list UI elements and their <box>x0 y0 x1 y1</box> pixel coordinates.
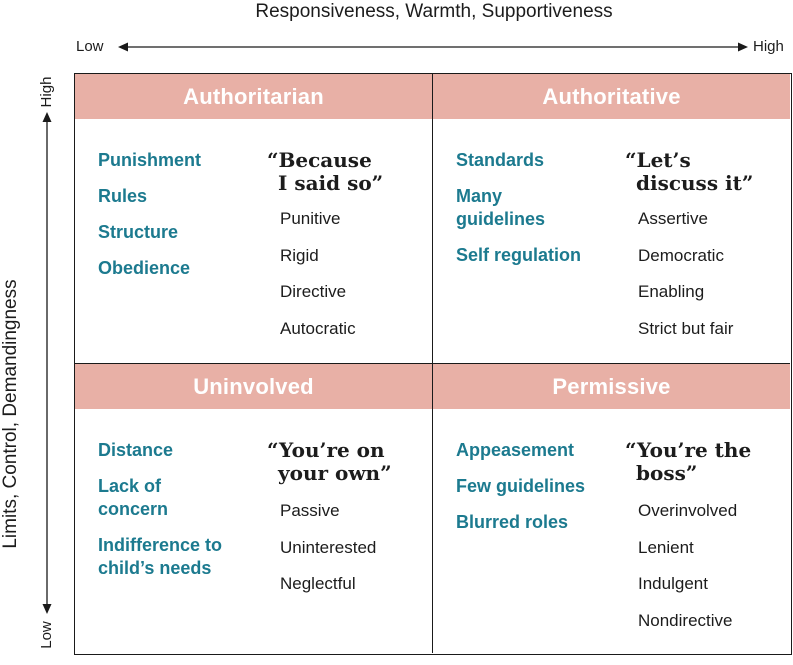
quote-line: “You’re the <box>625 438 752 462</box>
traits-list <box>280 500 430 610</box>
quote <box>267 439 427 485</box>
traits-list <box>638 208 788 354</box>
quote-line: your own” <box>278 461 392 485</box>
quote <box>625 439 785 485</box>
trait: Nondirective <box>638 610 733 630</box>
trait: Assertive <box>638 209 708 228</box>
key-term: Structure <box>98 222 179 242</box>
key-terms-list <box>456 439 626 547</box>
x-axis-low-label: Low <box>76 38 104 55</box>
trait: Autocratic <box>280 318 356 338</box>
trait: Rigid <box>280 245 319 265</box>
x-axis-arrow <box>118 38 748 56</box>
y-axis-high-label: High <box>38 76 55 108</box>
trait: Democratic <box>638 245 724 265</box>
key-terms-list <box>456 149 581 280</box>
key-term: Self regulation <box>456 245 582 265</box>
y-axis-low-label: Low <box>38 621 55 649</box>
quadrant-authoritative <box>433 74 790 364</box>
trait: Neglectful <box>280 574 356 593</box>
quadrant-title: Uninvolved <box>75 364 432 409</box>
key-term: Rules <box>98 186 148 206</box>
quadrant-authoritarian <box>75 74 433 364</box>
key-term: Many guidelines <box>456 186 546 229</box>
trait: Uninterested <box>280 537 377 557</box>
key-term: Few guidelines <box>456 476 586 496</box>
quadrant-title: Authoritarian <box>75 74 432 119</box>
key-terms-list <box>98 149 258 293</box>
trait: Lenient <box>638 537 694 557</box>
key-terms-list <box>98 439 253 593</box>
quote-line: “Because <box>267 148 372 172</box>
quote <box>625 149 785 195</box>
x-axis-high-label: High <box>753 38 784 55</box>
trait: Indulgent <box>638 574 708 593</box>
traits-list <box>638 500 788 646</box>
quote-line: “You’re on <box>267 438 385 462</box>
trait: Directive <box>280 282 347 301</box>
key-term: Punishment <box>98 150 202 170</box>
y-axis-arrow <box>39 112 55 614</box>
quote-line: “Let’s <box>625 148 691 172</box>
x-axis-title: Responsiveness, Warmth, Supportiveness <box>255 1 613 22</box>
key-term: Indifference to child’s needs <box>98 535 223 578</box>
key-term: Obedience <box>98 258 191 278</box>
quadrant-title: Authoritative <box>433 74 790 119</box>
trait: Overinvolved <box>638 501 738 520</box>
trait: Punitive <box>280 209 341 228</box>
quadrant-permissive <box>433 364 790 653</box>
traits-list <box>280 208 430 354</box>
key-term: Lack of concern <box>98 476 169 519</box>
key-term: Standards <box>456 150 545 170</box>
quote-line: I said so” <box>278 171 384 195</box>
quadrant-uninvolved <box>75 364 433 653</box>
trait: Enabling <box>638 282 705 301</box>
parenting-styles-grid <box>74 73 792 655</box>
quote-line: boss” <box>636 461 698 485</box>
trait: Passive <box>280 501 340 520</box>
quote <box>267 149 427 195</box>
key-term: Appeasement <box>456 440 575 460</box>
quote-line: discuss it” <box>636 171 754 195</box>
key-term: Distance <box>98 440 174 460</box>
y-axis-title: Limits, Control, Demandingness <box>0 279 21 549</box>
trait: Strict but fair <box>638 318 734 338</box>
quadrant-title: Permissive <box>433 364 790 409</box>
key-term: Blurred roles <box>456 512 569 532</box>
